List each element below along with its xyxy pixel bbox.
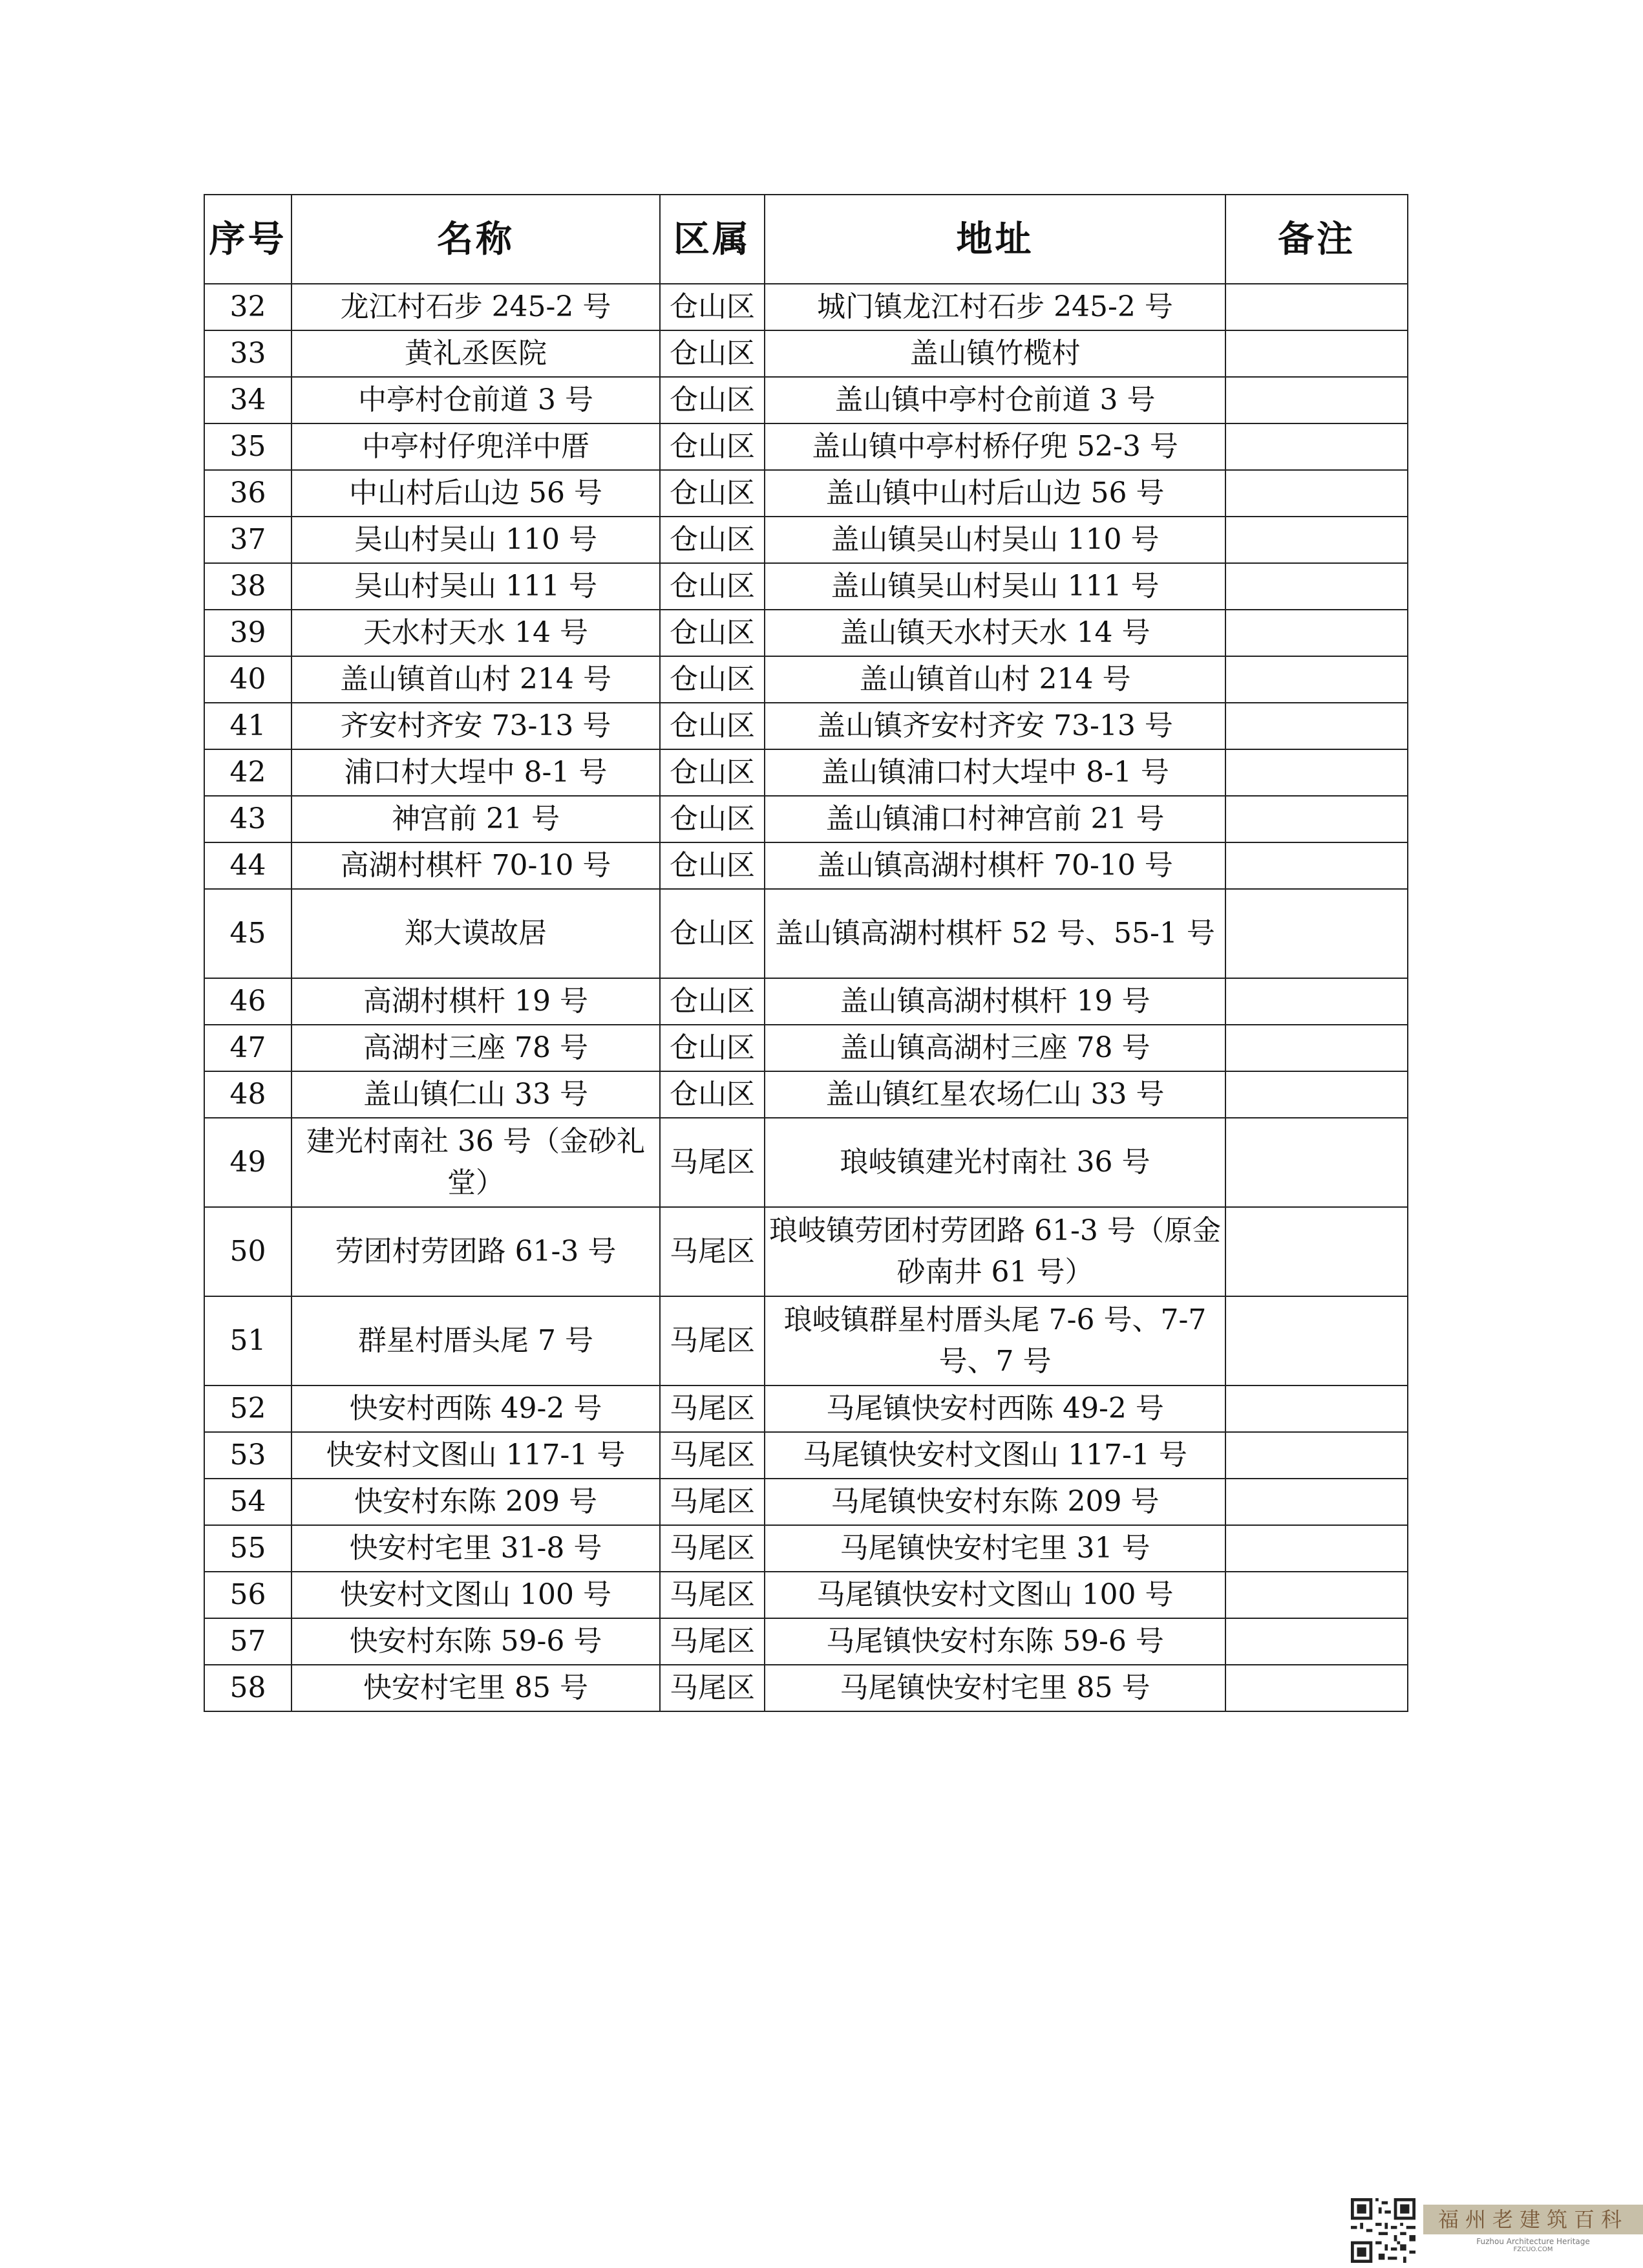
table-row: [204, 749, 1408, 796]
table-row: [204, 796, 1408, 842]
row-address: 盖山镇高湖村棋杆 52 号、55-1 号: [765, 889, 1225, 978]
table-row: [204, 1665, 1408, 1711]
row-remarks: [1225, 1618, 1408, 1665]
row-serial: 51: [204, 1296, 292, 1385]
header-remarks: 备注: [1225, 195, 1408, 284]
row-serial: 47: [204, 1025, 292, 1071]
row-serial: 42: [204, 749, 292, 796]
row-district: 马尾区: [660, 1479, 765, 1525]
row-name: 群星村厝头尾 7 号: [292, 1296, 660, 1385]
row-remarks: [1225, 1207, 1408, 1296]
row-remarks: [1225, 1071, 1408, 1118]
row-serial: 52: [204, 1385, 292, 1432]
table-row: [204, 1071, 1408, 1118]
row-address: 马尾镇快安村文图山 117-1 号: [765, 1432, 1225, 1479]
table-row: [204, 1118, 1408, 1207]
row-name: 吴山村吴山 111 号: [292, 563, 660, 610]
row-district: 仓山区: [660, 330, 765, 377]
row-serial: 55: [204, 1525, 292, 1572]
table-row: [204, 1479, 1408, 1525]
row-district: 仓山区: [660, 423, 765, 470]
row-address: 马尾镇快安村西陈 49-2 号: [765, 1385, 1225, 1432]
table-row: [204, 1572, 1408, 1618]
row-remarks: [1225, 470, 1408, 517]
row-serial: 53: [204, 1432, 292, 1479]
row-name: 盖山镇仁山 33 号: [292, 1071, 660, 1118]
row-remarks: [1225, 423, 1408, 470]
row-district: 仓山区: [660, 1071, 765, 1118]
row-name: 劳团村劳团路 61-3 号: [292, 1207, 660, 1296]
row-serial: 34: [204, 377, 292, 423]
row-remarks: [1225, 1296, 1408, 1385]
row-address: 琅岐镇劳团村劳团路 61-3 号（原金砂南井 61 号）: [765, 1207, 1225, 1296]
row-serial: 56: [204, 1572, 292, 1618]
row-name: 中亭村仔兜洋中厝: [292, 423, 660, 470]
row-serial: 36: [204, 470, 292, 517]
row-serial: 37: [204, 517, 292, 563]
row-district: 仓山区: [660, 656, 765, 703]
row-serial: 50: [204, 1207, 292, 1296]
row-name: 龙江村石步 245-2 号: [292, 284, 660, 330]
table-row: [204, 1207, 1408, 1296]
table-row: [204, 1618, 1408, 1665]
row-address: 盖山镇中亭村桥仔兜 52-3 号: [765, 423, 1225, 470]
row-district: 马尾区: [660, 1207, 765, 1296]
qr-code-icon: [1351, 2198, 1415, 2263]
row-remarks: [1225, 978, 1408, 1025]
row-serial: 43: [204, 796, 292, 842]
row-address: 琅岐镇建光村南社 36 号: [765, 1118, 1225, 1207]
header-address: 地址: [765, 195, 1225, 284]
row-remarks: [1225, 842, 1408, 889]
table-row: [204, 1432, 1408, 1479]
row-remarks: [1225, 563, 1408, 610]
row-address: 盖山镇浦口村大埕中 8-1 号: [765, 749, 1225, 796]
row-address: 盖山镇中亭村仓前道 3 号: [765, 377, 1225, 423]
table-header-row: [204, 195, 1408, 284]
row-district: 仓山区: [660, 842, 765, 889]
row-name: 黄礼丞医院: [292, 330, 660, 377]
row-district: 仓山区: [660, 377, 765, 423]
row-district: 仓山区: [660, 610, 765, 656]
table-row: [204, 377, 1408, 423]
row-district: 马尾区: [660, 1432, 765, 1479]
row-remarks: [1225, 796, 1408, 842]
table-row: [204, 517, 1408, 563]
row-name: 高湖村棋杆 19 号: [292, 978, 660, 1025]
row-remarks: [1225, 1432, 1408, 1479]
row-remarks: [1225, 284, 1408, 330]
row-name: 高湖村棋杆 70-10 号: [292, 842, 660, 889]
row-remarks: [1225, 610, 1408, 656]
row-remarks: [1225, 656, 1408, 703]
row-district: 仓山区: [660, 470, 765, 517]
row-serial: 44: [204, 842, 292, 889]
row-address: 马尾镇快安村宅里 31 号: [765, 1525, 1225, 1572]
row-district: 仓山区: [660, 749, 765, 796]
row-address: 城门镇龙江村石步 245-2 号: [765, 284, 1225, 330]
table-row: [204, 423, 1408, 470]
row-district: 仓山区: [660, 703, 765, 749]
header-serial: 序号: [204, 195, 292, 284]
row-name: 盖山镇首山村 214 号: [292, 656, 660, 703]
row-remarks: [1225, 749, 1408, 796]
row-name: 快安村东陈 59-6 号: [292, 1618, 660, 1665]
row-address: 琅岐镇群星村厝头尾 7-6 号、7-7 号、7 号: [765, 1296, 1225, 1385]
table-row: [204, 610, 1408, 656]
table-row: [204, 470, 1408, 517]
header-name: 名称: [292, 195, 660, 284]
row-name: 浦口村大埕中 8-1 号: [292, 749, 660, 796]
header-district: 区属: [660, 195, 765, 284]
row-address: 盖山镇浦口村神宫前 21 号: [765, 796, 1225, 842]
row-district: 仓山区: [660, 796, 765, 842]
row-address: 盖山镇首山村 214 号: [765, 656, 1225, 703]
row-name: 快安村西陈 49-2 号: [292, 1385, 660, 1432]
row-remarks: [1225, 1525, 1408, 1572]
row-address: 马尾镇快安村文图山 100 号: [765, 1572, 1225, 1618]
row-district: 仓山区: [660, 284, 765, 330]
table-row: [204, 889, 1408, 978]
row-district: 马尾区: [660, 1572, 765, 1618]
row-remarks: [1225, 517, 1408, 563]
watermark-url: FZCUO.COM: [1513, 2246, 1553, 2253]
row-name: 天水村天水 14 号: [292, 610, 660, 656]
row-serial: 33: [204, 330, 292, 377]
row-address: 盖山镇齐安村齐安 73-13 号: [765, 703, 1225, 749]
heritage-table: [204, 194, 1408, 1712]
row-address: 盖山镇吴山村吴山 111 号: [765, 563, 1225, 610]
row-serial: 35: [204, 423, 292, 470]
row-name: 齐安村齐安 73-13 号: [292, 703, 660, 749]
row-name: 中亭村仓前道 3 号: [292, 377, 660, 423]
watermark-english: Fuzhou Architecture Heritage: [1476, 2237, 1590, 2246]
watermark-logo: [1351, 2198, 1628, 2254]
watermark-brand: 福州老建筑百科: [1423, 2205, 1643, 2234]
row-district: 马尾区: [660, 1118, 765, 1207]
row-name: 快安村文图山 100 号: [292, 1572, 660, 1618]
row-district: 马尾区: [660, 1665, 765, 1711]
row-name: 快安村东陈 209 号: [292, 1479, 660, 1525]
row-district: 仓山区: [660, 978, 765, 1025]
row-address: 盖山镇天水村天水 14 号: [765, 610, 1225, 656]
row-district: 马尾区: [660, 1618, 765, 1665]
row-name: 中山村后山边 56 号: [292, 470, 660, 517]
row-remarks: [1225, 1665, 1408, 1711]
table-row: [204, 330, 1408, 377]
row-address: 马尾镇快安村宅里 85 号: [765, 1665, 1225, 1711]
row-serial: 40: [204, 656, 292, 703]
row-address: 盖山镇高湖村棋杆 70-10 号: [765, 842, 1225, 889]
row-remarks: [1225, 1118, 1408, 1207]
row-district: 仓山区: [660, 517, 765, 563]
table-row: [204, 1025, 1408, 1071]
row-serial: 38: [204, 563, 292, 610]
table-row: [204, 656, 1408, 703]
row-serial: 48: [204, 1071, 292, 1118]
table-row: [204, 284, 1408, 330]
row-name: 郑大谟故居: [292, 889, 660, 978]
row-address: 盖山镇红星农场仁山 33 号: [765, 1071, 1225, 1118]
row-address: 盖山镇高湖村棋杆 19 号: [765, 978, 1225, 1025]
row-district: 马尾区: [660, 1385, 765, 1432]
row-name: 高湖村三座 78 号: [292, 1025, 660, 1071]
table-row: [204, 703, 1408, 749]
row-remarks: [1225, 703, 1408, 749]
row-serial: 39: [204, 610, 292, 656]
row-district: 马尾区: [660, 1525, 765, 1572]
row-district: 仓山区: [660, 563, 765, 610]
row-name: 快安村宅里 31-8 号: [292, 1525, 660, 1572]
table-row: [204, 1296, 1408, 1385]
table-row: [204, 978, 1408, 1025]
row-serial: 32: [204, 284, 292, 330]
row-remarks: [1225, 1385, 1408, 1432]
row-remarks: [1225, 889, 1408, 978]
row-remarks: [1225, 330, 1408, 377]
row-name: 建光村南社 36 号（金砂礼堂）: [292, 1118, 660, 1207]
row-serial: 46: [204, 978, 292, 1025]
row-name: 快安村文图山 117-1 号: [292, 1432, 660, 1479]
row-address: 盖山镇吴山村吴山 110 号: [765, 517, 1225, 563]
row-name: 快安村宅里 85 号: [292, 1665, 660, 1711]
row-address: 马尾镇快安村东陈 209 号: [765, 1479, 1225, 1525]
row-district: 马尾区: [660, 1296, 765, 1385]
row-remarks: [1225, 1572, 1408, 1618]
row-remarks: [1225, 1025, 1408, 1071]
row-remarks: [1225, 1479, 1408, 1525]
row-district: 仓山区: [660, 1025, 765, 1071]
row-address: 盖山镇竹榄村: [765, 330, 1225, 377]
row-district: 仓山区: [660, 889, 765, 978]
row-name: 神宫前 21 号: [292, 796, 660, 842]
table-row: [204, 1525, 1408, 1572]
row-serial: 57: [204, 1618, 292, 1665]
row-remarks: [1225, 377, 1408, 423]
row-serial: 45: [204, 889, 292, 978]
table-body: [204, 284, 1408, 1711]
row-address: 盖山镇高湖村三座 78 号: [765, 1025, 1225, 1071]
table-row: [204, 1385, 1408, 1432]
row-serial: 41: [204, 703, 292, 749]
row-address: 马尾镇快安村东陈 59-6 号: [765, 1618, 1225, 1665]
row-name: 吴山村吴山 110 号: [292, 517, 660, 563]
table-row: [204, 563, 1408, 610]
row-address: 盖山镇中山村后山边 56 号: [765, 470, 1225, 517]
row-serial: 49: [204, 1118, 292, 1207]
row-serial: 58: [204, 1665, 292, 1711]
table-row: [204, 842, 1408, 889]
row-serial: 54: [204, 1479, 292, 1525]
